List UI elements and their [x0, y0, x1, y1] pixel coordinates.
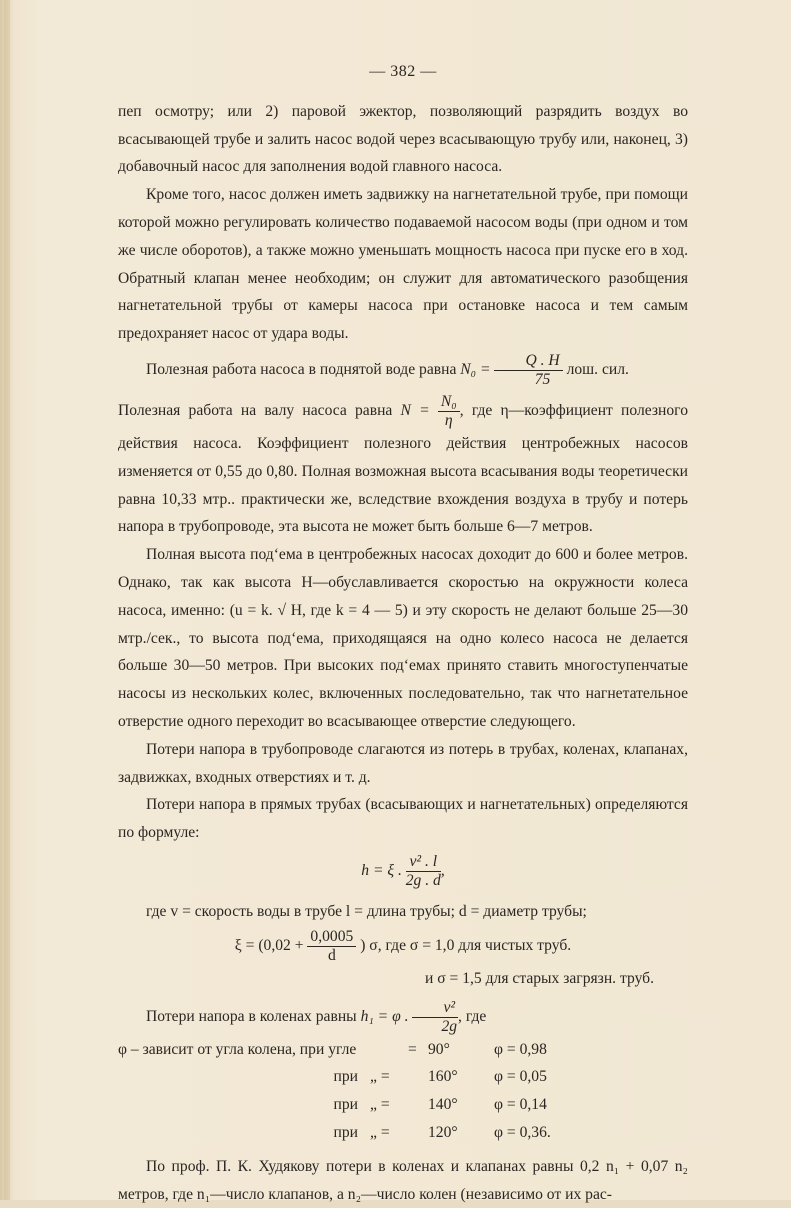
p4-text: Полезная работа на валу насоса равна [118, 402, 393, 420]
table-cell: „ = [370, 1096, 390, 1114]
fraction-head-loss [406, 853, 441, 890]
paragraph-2: Кроме того, насос должен иметь задвижку на нагнетательной трубе, при помощи которой можно регулировать количество подаваемой насосом воды (при одном и том же числе оборотов), а также можно уменьшать мощность насоса при пуске его в ход. Обратный клапан менее необходим; он служит для автоматического разобщения нагнетательной трубы от камеры насоса при остановке насоса и тем самым предохраняет насос от удара воды. [118, 186, 688, 343]
fraction-numerator: v² [412, 999, 458, 1018]
table-cell: при [333, 1068, 358, 1086]
table-row [118, 1091, 688, 1119]
table-cell: φ = 0,14 [494, 1096, 547, 1114]
fraction-denominator: η [444, 411, 453, 429]
p9-text: Потери напора в коленах равны [146, 1007, 357, 1025]
table-cell: φ – зависит от угла колена, при угле [118, 1040, 357, 1058]
p3-units: лош. сил. [566, 361, 629, 379]
formula-lhs: h = ξ . [361, 862, 402, 879]
p4-lhs: N = [400, 402, 430, 420]
formula-head-loss [118, 853, 688, 890]
table-cell: φ = 0,36. [494, 1123, 551, 1141]
paragraph-5: Полная высота под‘ема в центробежных насосах доходит до 600 и более метров. Однако, так как высота H—обуславливается скоростью на окружности колеса насоса, именно: (u = k. √ H, где k = 4 — 5) и эту скорость не делают больше 25—30 мтр./сек., то высота под‘ема, приходящаяся на одно колесо насоса не делается больше 30—50 метров. При высоких под‘емах принято ставить многоступенчатые насосы из нескольких колес, включенных последовательно, так что нагнетательное отверстие одного переходит во всасывающее отверстие следующего. [118, 546, 688, 730]
table-cell: „ = [370, 1123, 390, 1141]
table-cell: 120° [428, 1123, 458, 1141]
fraction-denominator: 2g [441, 1017, 458, 1035]
fraction-denominator: d [327, 946, 336, 964]
table-cell: φ = 0,05 [494, 1068, 547, 1086]
fraction-xi [307, 928, 356, 965]
formula-xi-rhs: ) σ, где σ = 1,0 для чистых труб. [360, 936, 572, 954]
fraction-denominator: 2g . d [405, 871, 441, 889]
formula-xi-note: и σ = 1,5 для старых загрязн. труб. [424, 969, 654, 987]
page-number: — 382 — [369, 63, 437, 80]
paragraph-3 [118, 352, 688, 389]
formula-tail: , [440, 862, 445, 879]
page-edge-shadow [4, 0, 10, 1200]
paragraph-7: Потери напора в прямых трубах (всасывающих и нагнетательных) определяются по формуле: [118, 796, 688, 842]
p3-lhs: N₀ = [460, 361, 491, 379]
table-cell: при [333, 1096, 358, 1114]
paragraph-8: где v = скорость воды в трубе l = длина трубы; d = диаметр трубы; [146, 902, 587, 920]
formula-xi [118, 928, 688, 965]
table-cell: 160° [428, 1068, 458, 1086]
table-cell: при [333, 1123, 358, 1141]
table-cell: „ = [370, 1068, 390, 1086]
paragraph-10: По проф. П. К. Худякову потери в коленах и клапанах равны 0,2 n₁ + 0,07 n₂ метров, где n₁—число клапанов, а n₂—число колен (независимо от их рас- [118, 1157, 688, 1203]
table-row [118, 1119, 688, 1147]
fraction-useful-work [494, 352, 562, 389]
fraction-numerator: Q . H [494, 352, 562, 371]
p9-rest: , где [458, 1007, 487, 1025]
fraction-numerator: N₀ [438, 393, 460, 412]
table-row [118, 1036, 688, 1064]
fraction-shaft-work [438, 393, 460, 430]
p9-lhs: h₁ = φ . [360, 1007, 409, 1025]
table-cell: = [408, 1040, 417, 1058]
angle-table [118, 1036, 688, 1147]
table-row [118, 1063, 688, 1091]
text-body [118, 58, 688, 1208]
fraction-bend-loss [412, 999, 458, 1036]
paragraph-4 [118, 393, 688, 541]
fraction-numerator: v² . l [406, 853, 441, 872]
fraction-numerator: 0,0005 [307, 928, 356, 947]
table-cell: φ = 0,98 [494, 1040, 547, 1058]
paragraph-9 [118, 999, 688, 1036]
table-cell: 140° [428, 1096, 458, 1114]
paragraph-1: пеп осмотру; или 2) паровой эжектор, позволяющий разрядить воздух во всасывающей трубе и залить насос водой через всасывающую трубу или, наконец, 3) добавочный насос для заполнения водой главного насоса. [118, 102, 688, 176]
fraction-denominator: 75 [534, 370, 551, 388]
formula-xi-lhs: ξ = (0,02 + [234, 936, 304, 954]
p3-text: Полезная работа насоса в поднятой воде равна [146, 361, 457, 379]
table-cell: 90° [428, 1040, 450, 1058]
p4-rest: , где η—коэффициент полезного действия насоса. Коэффициент полезного действия центробежных насосов изменяется от 0,55 до 0,80. Полная возможная высота всасывания воды теоретически равна 10,33 мтр.. практически же, вследствие вхождения воздуха в трубу и потерь напора в трубопроводе, эта высота не может быть больше 6—7 метров. [118, 402, 688, 536]
paragraph-6: Потери напора в трубопроводе слагаются из потерь в трубах, коленах, клапанах, задвижках, входных отверстиях и т. д. [118, 740, 688, 786]
